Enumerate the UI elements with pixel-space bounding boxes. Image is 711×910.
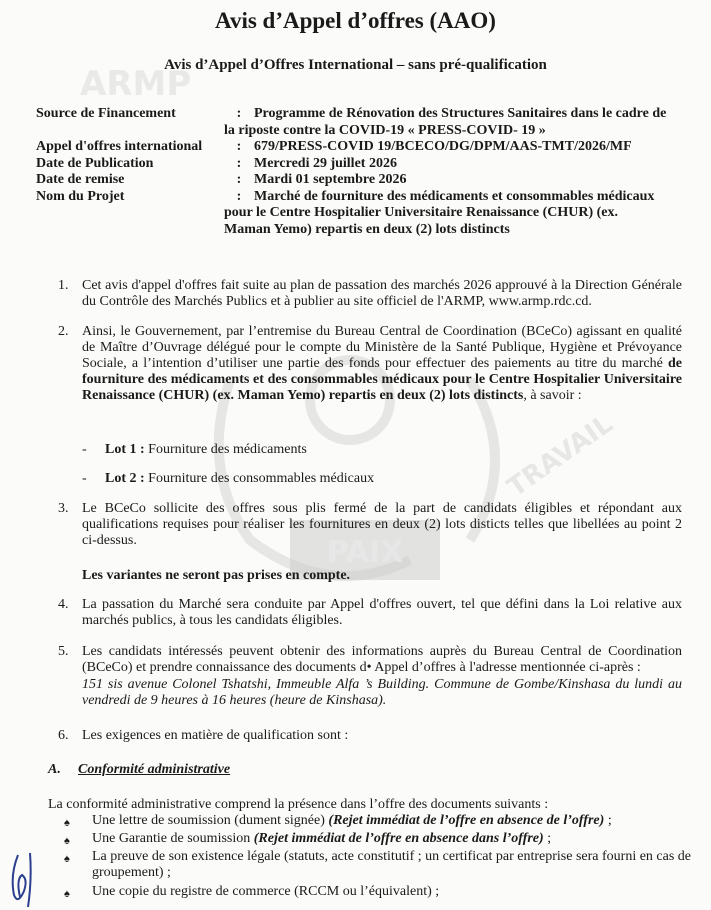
info-colon: :	[236, 106, 242, 121]
info-label: Date de remise	[36, 172, 125, 187]
list-item-text: Une lettre de soumission (dument signée)	[92, 813, 329, 828]
info-value: Mercredi 29 juillet 2026	[254, 155, 397, 171]
info-block	[36, 106, 686, 238]
info-value-line: Marché de fourniture des médicaments et consommables médicaux	[254, 188, 655, 204]
info-value-line: Programme de Rénovation des Structures Sanitaires dans le cadre de	[254, 106, 667, 121]
watermark-text-bottom: PAIX	[326, 535, 404, 570]
section-title: Conformité administrative	[78, 762, 231, 777]
info-label: Nom du Projet	[36, 188, 125, 204]
info-row-appel	[36, 139, 686, 156]
lot-text: Fourniture des consommables médicaux	[144, 471, 375, 486]
info-row-publication	[36, 156, 686, 173]
paragraph-1: Cet avis d'appel d'offres fait suite au plan de passation des marchés 2026 approuvé à la Direction Générale du Contrôle des Marchés Publics et à publier au site officiel de l'ARMP, www.armp.rdc.cd.	[82, 278, 682, 309]
info-value-line: Maman Yemo) repartis en deux (2) lots distincts	[224, 221, 510, 237]
signature-mark	[0, 845, 60, 910]
list-item	[92, 813, 692, 829]
list-item: Une copie du registre de commerce (RCCM ou l’équivalent) ;	[92, 884, 440, 899]
watermark-text-top: ARMP	[80, 64, 192, 104]
spade-icon: ♠	[64, 853, 70, 865]
list-item-tail: ;	[604, 813, 612, 828]
watermark-text-right: TRAVAIL	[502, 409, 619, 503]
spade-icon: ♠	[64, 817, 70, 829]
info-value: Mardi 01 septembre 2026	[254, 172, 407, 187]
section-letter: A.	[48, 762, 61, 777]
info-colon: :	[236, 155, 242, 171]
info-value: 679/PRESS-COVID 19/BCECO/DG/DPM/AAS-TMT/2026/MF	[254, 139, 632, 154]
section-intro: La conformité administrative comprend la présence dans l’offre des documents suivants :	[48, 797, 549, 812]
info-row-projet	[36, 189, 686, 239]
spade-icon: ♠	[64, 888, 70, 900]
lot-dash: -	[82, 442, 87, 457]
info-value	[224, 106, 686, 139]
paragraph-number: 4.	[58, 597, 69, 612]
info-colon: :	[236, 188, 242, 204]
paragraph-3-note: Les variantes ne seront pas prises en compte.	[82, 568, 351, 583]
spade-icon: ♠	[64, 835, 70, 847]
paragraph-5-address: 151 sis avenue Colonel Tshatshi, Immeuble Alfa ’s Building. Commune de Gombe/Kinshasa du lundi au vendredi de 9 heures à 16 heures (heure de Kinshasa).	[82, 677, 682, 708]
paragraph-2-text: Ainsi, le Gouvernement, par l’entremise du Bureau Central de Coordination (BCeCo) agissant en qualité de Maître d’Ouvrage délégué pour le compte du Ministère de la Santé Publique, Hygiène et Prévoyance Sociale, a l’intention d’utiliser une partie des fonds pour effectuer des paiements au titre du marché	[82, 324, 682, 371]
list-item-emph: (Rejet immédiat de l’offre en absence de l’offre)	[328, 813, 605, 828]
info-row-remise	[36, 172, 686, 189]
info-label: Appel d'offres international	[36, 139, 203, 154]
list-item-emph: (Rejet immédiat de l’offre en absence dans l’offre)	[253, 831, 544, 846]
info-colon: :	[236, 172, 242, 187]
paragraph-2-bold: de fourniture des médicaments et des consommables médicaux pour le Centre Hospitalier Universitaire Renaissance (CHUR) (ex. Maman Yemo) repartis en deux (2) lots distincts	[82, 356, 682, 403]
info-label: Date de Publication	[36, 155, 154, 171]
paragraph-number: 3.	[58, 501, 69, 516]
page-title: Avis d’Appel d’offres (AAO)	[215, 8, 496, 33]
paragraph-6: Les exigences en matière de qualification sont :	[82, 728, 349, 743]
paragraph-3: Le BCeCo sollicite des offres sous plis fermé de la part de candidats éligibles et répondant aux qualifications requises pour réaliser les fournitures en deux (2) lots disticts telles que libellées au point 2 ci-dessus.	[82, 501, 682, 548]
lot-dash: -	[82, 471, 87, 486]
paragraph-2-tail: , à savoir :	[523, 388, 582, 403]
page-subtitle: Avis d’Appel d’Offres International – sans pré-qualification	[164, 57, 547, 73]
paragraph-2	[82, 324, 682, 404]
info-value	[224, 188, 686, 239]
list-item	[92, 831, 692, 847]
list-item-tail: ;	[543, 831, 552, 846]
info-value-line: pour le Centre Hospitalier Universitaire Renaissance (CHUR) (ex.	[224, 205, 619, 220]
info-value-line: la riposte contre la COVID-19 « PRESS-COVID- 19 »	[224, 122, 546, 138]
lot-1	[105, 442, 307, 458]
lot-2	[105, 471, 374, 487]
paragraph-number: 2.	[58, 324, 69, 339]
paragraph-5: Les candidats intéressés peuvent obtenir des informations auprès du Bureau Central de Coordination (BCeCo) et prendre connaissance des documents d• Appel d’offres à l'adresse mentionnée ci-après :	[82, 644, 682, 675]
lot-label: Lot 1 :	[105, 442, 145, 457]
paragraph-number: 6.	[58, 728, 69, 743]
info-row-financement	[36, 106, 686, 139]
lot-text: Fourniture des médicaments	[144, 442, 307, 457]
lot-label: Lot 2 :	[105, 471, 145, 486]
info-colon: :	[236, 139, 242, 154]
list-item-text: Une Garantie de soumission	[92, 831, 254, 846]
info-label: Source de Financement	[36, 106, 176, 121]
paragraph-4: La passation du Marché sera conduite par Appel d'offres ouvert, tel que défini dans la Loi relative aux marchés publics, à tous les candidats éligibles.	[82, 597, 682, 628]
paragraph-number: 1.	[58, 278, 69, 293]
paragraph-number: 5.	[58, 644, 69, 659]
list-item: La preuve de son existence légale (statuts, acte constitutif ; un certificat par entreprise sera fourni en cas de groupement) ;	[92, 849, 692, 880]
